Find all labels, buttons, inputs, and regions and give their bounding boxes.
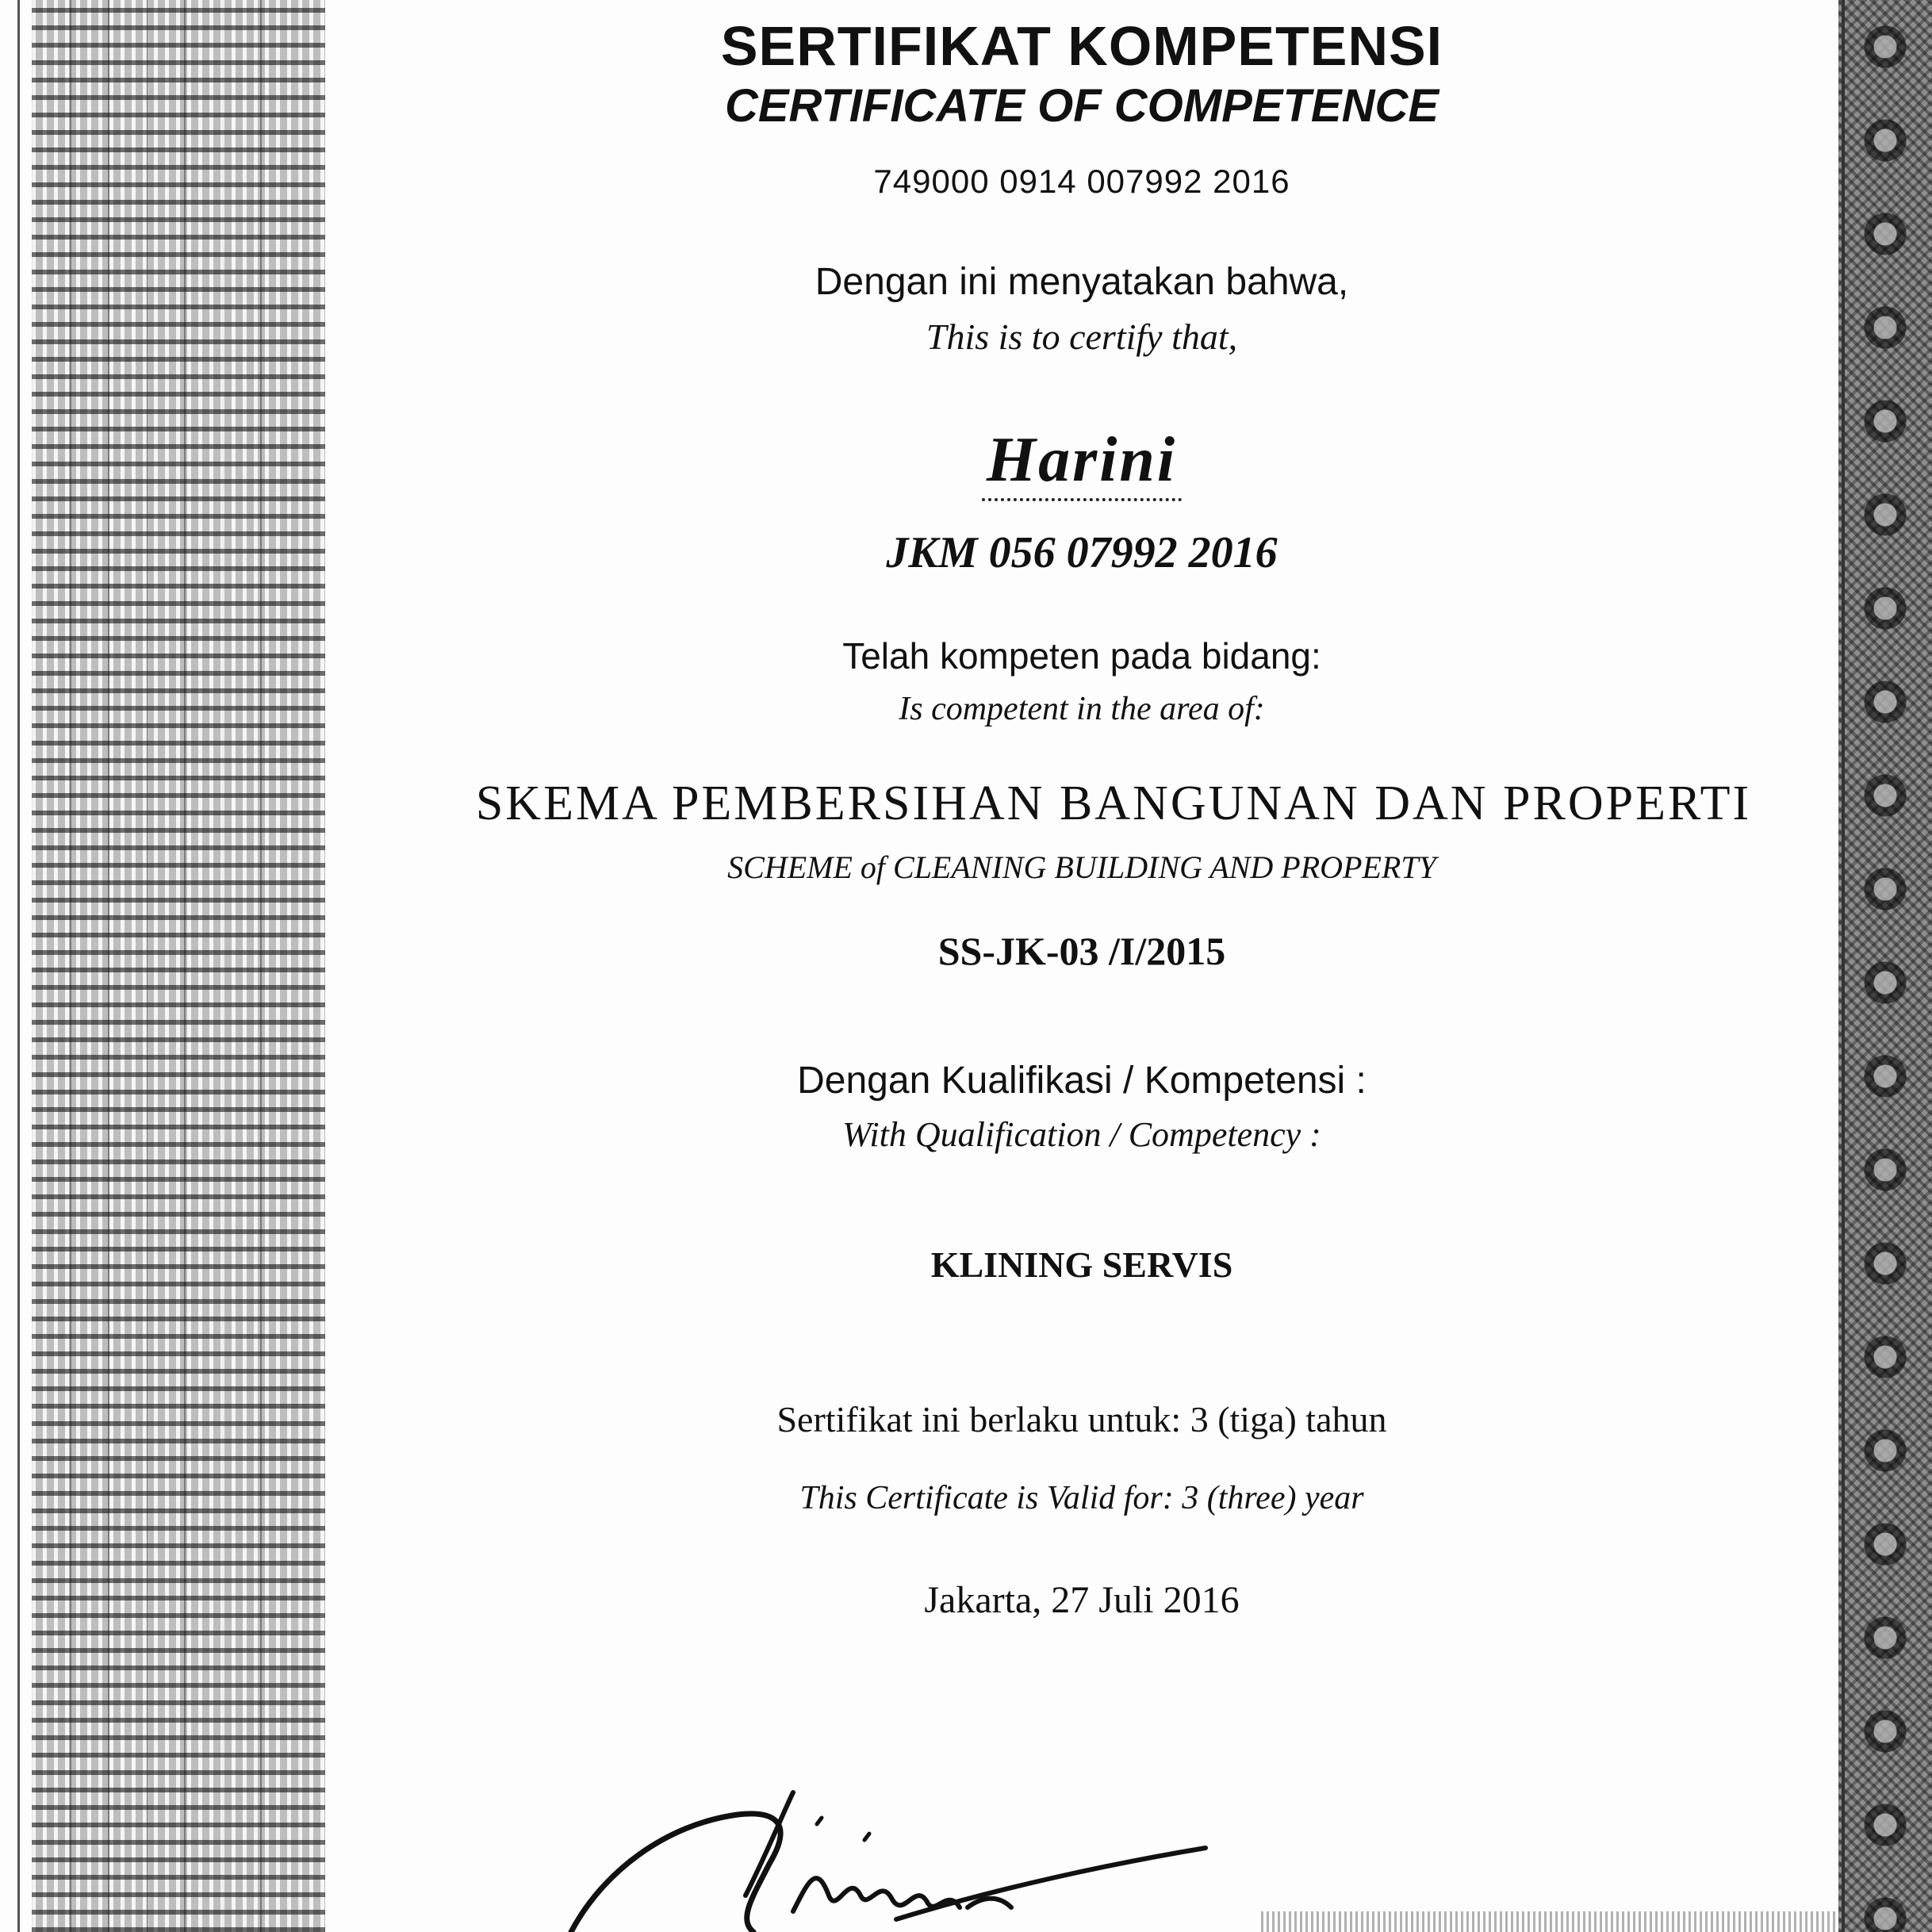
footer-security-strip bbox=[1261, 1911, 1838, 1932]
competent-indonesian: Telah kompeten pada bidang: bbox=[842, 635, 1321, 677]
title-indonesian: SERTIFIKAT KOMPETENSI bbox=[720, 15, 1443, 77]
certificate-number: 749000 0914 007992 2016 bbox=[873, 163, 1290, 200]
validity-indonesian: Sertifikat ini berlaku untuk: 3 (tiga) tahun bbox=[776, 1399, 1387, 1439]
validity-english: This Certificate is Valid for: 3 (three) year bbox=[799, 1480, 1364, 1516]
place-and-date: Jakarta, 27 Juli 2016 bbox=[924, 1579, 1240, 1621]
scheme-code: SS-JK-03 /I/2015 bbox=[937, 929, 1226, 973]
ornamental-border bbox=[1838, 0, 1932, 1932]
holder-registration-number: JKM 056 07992 2016 bbox=[886, 528, 1278, 577]
certificate-body bbox=[325, 0, 1838, 1932]
qualification-name: KLINING SERVIS bbox=[930, 1244, 1233, 1285]
border-inner-line bbox=[1842, 0, 1845, 1932]
signature-icon bbox=[555, 1777, 1237, 1932]
competent-english: Is competent in the area of: bbox=[899, 691, 1265, 727]
scheme-english: SCHEME of CLEANING BUILDING AND PROPERTY bbox=[727, 849, 1436, 885]
title-english: CERTIFICATE OF COMPETENCE bbox=[724, 80, 1439, 132]
security-pattern-strip bbox=[32, 0, 325, 1932]
holder-name bbox=[325, 424, 1838, 501]
intro-indonesian: Dengan ini menyatakan bahwa, bbox=[815, 261, 1349, 303]
holder-name-text: Harini bbox=[982, 424, 1182, 501]
intro-english: This is to certify that, bbox=[926, 316, 1238, 357]
qualification-indonesian: Dengan Kualifikasi / Kompetensi : bbox=[797, 1060, 1367, 1102]
left-edge-line bbox=[17, 0, 20, 1932]
qualification-english: With Qualification / Competency : bbox=[842, 1115, 1321, 1154]
scheme-indonesian: SKEMA PEMBERSIHAN BANGUNAN DAN PROPERTI bbox=[475, 776, 1752, 830]
